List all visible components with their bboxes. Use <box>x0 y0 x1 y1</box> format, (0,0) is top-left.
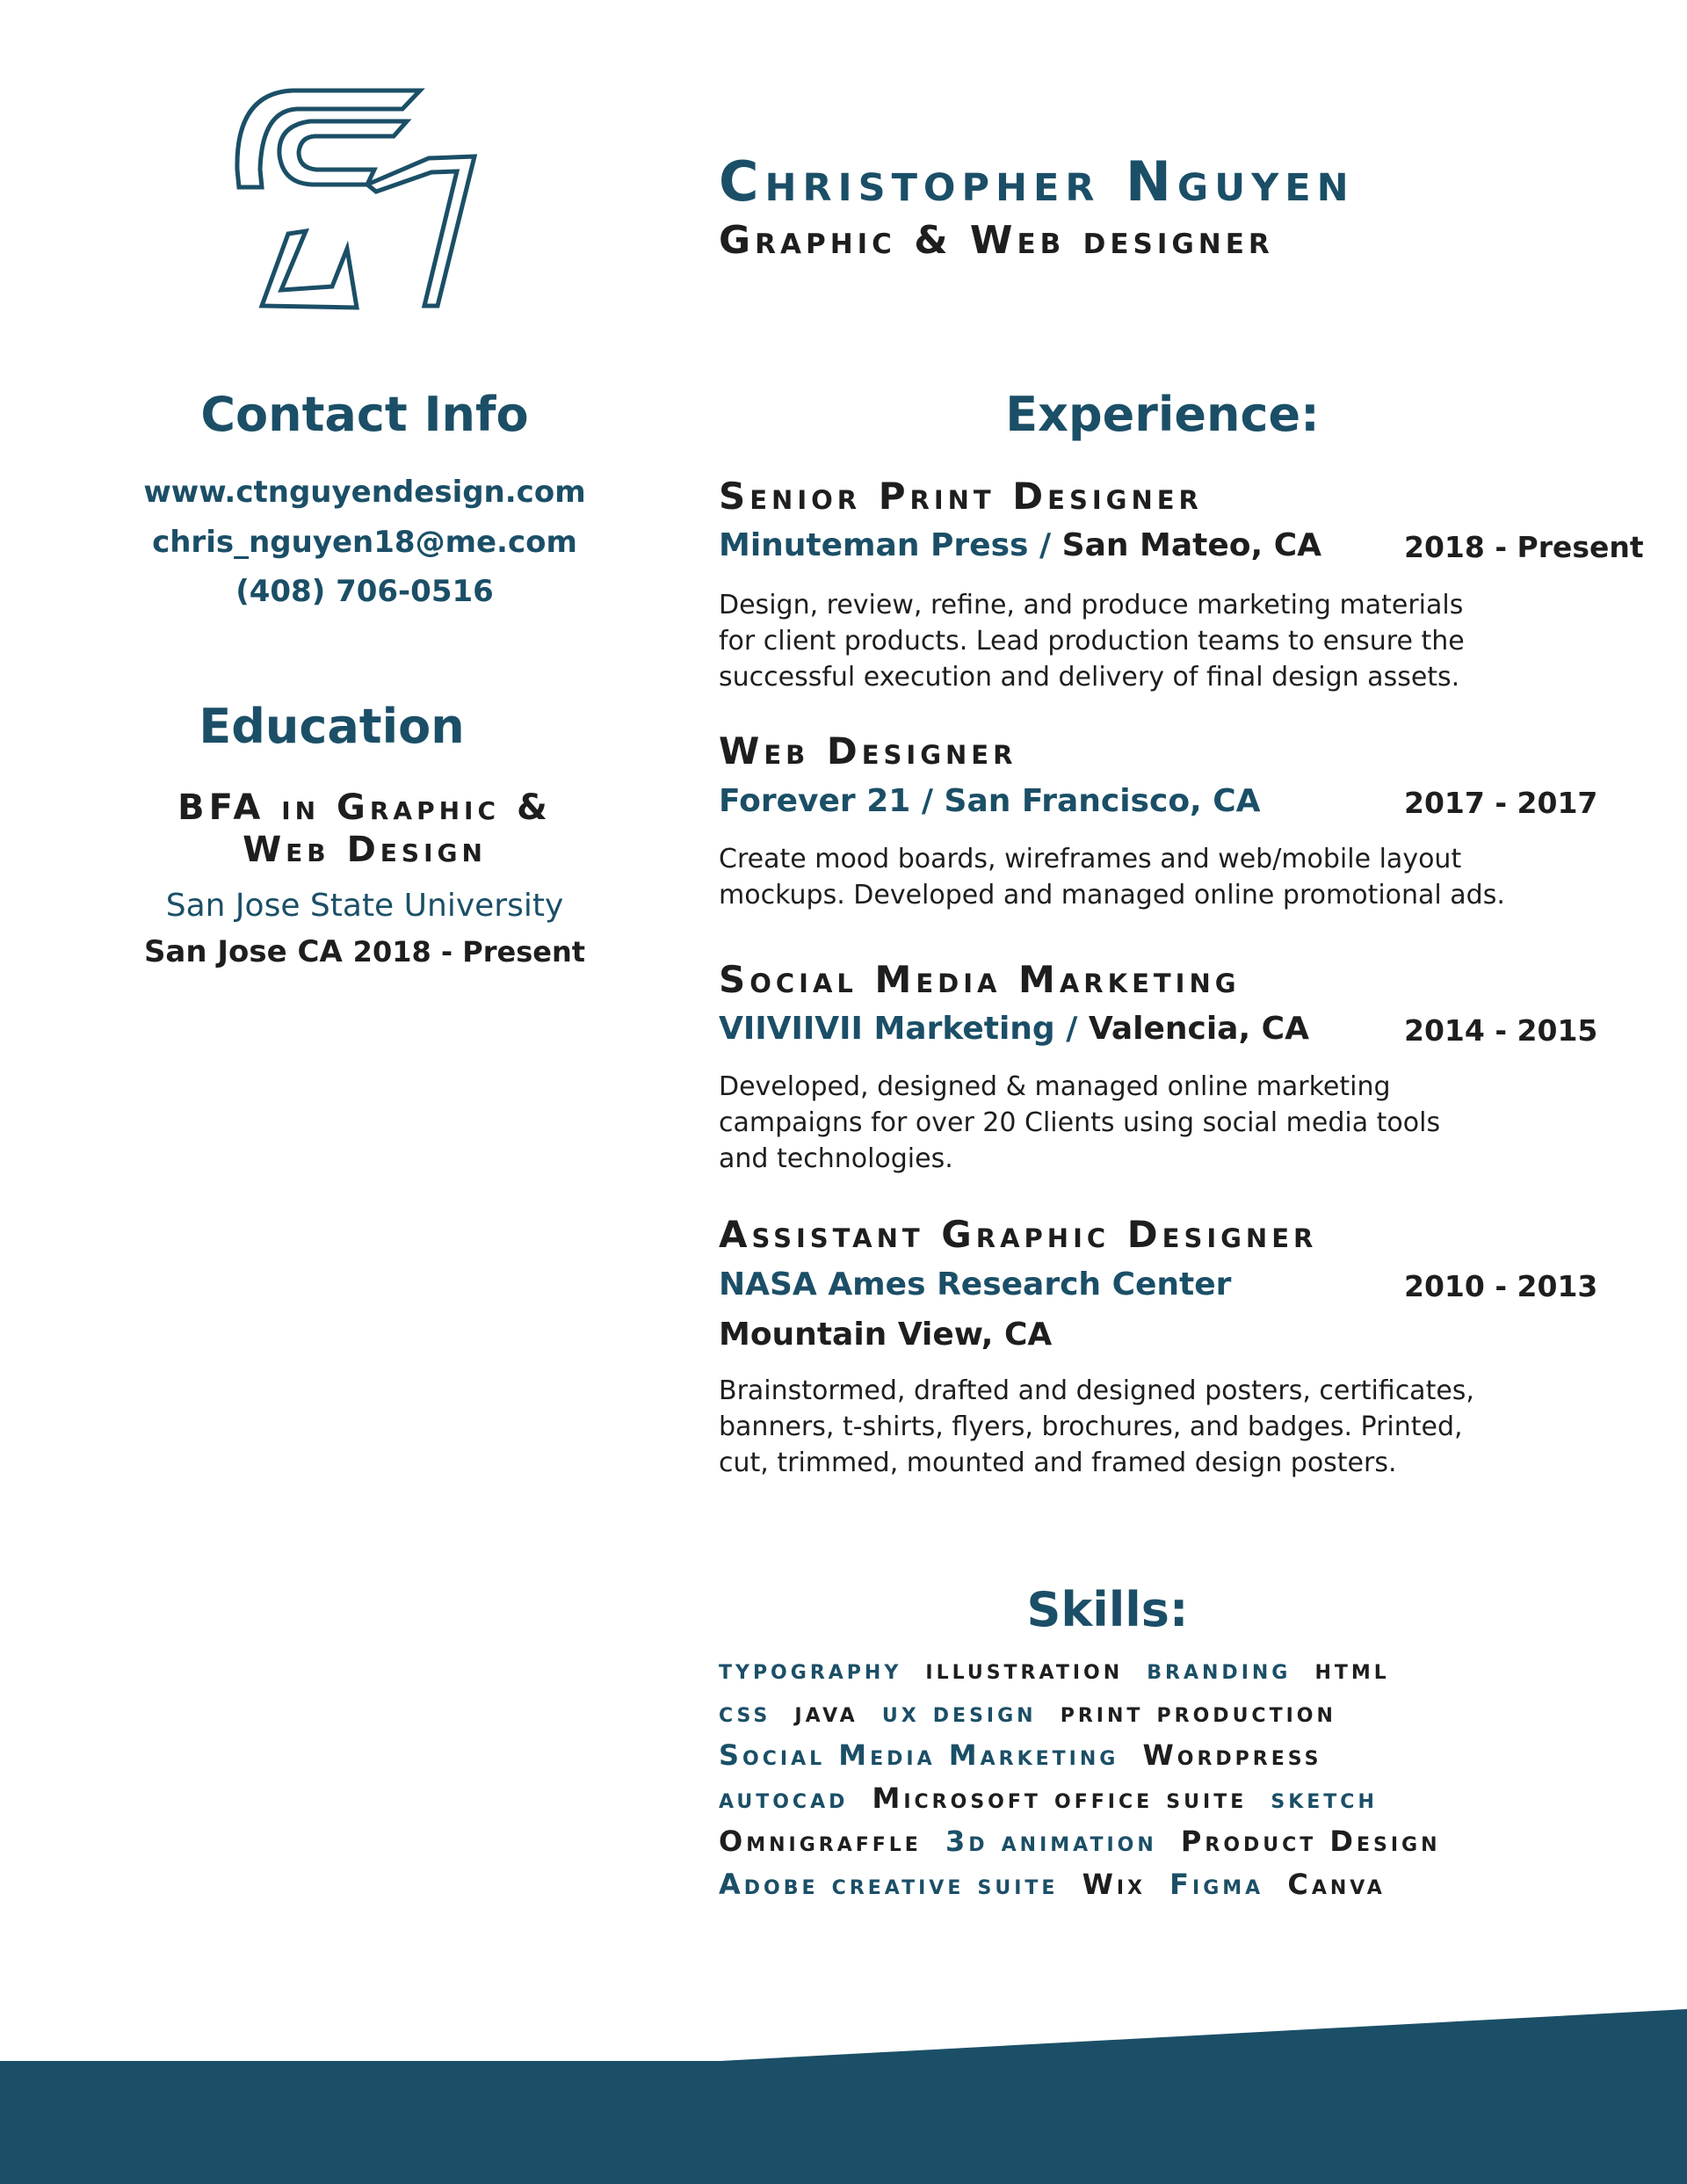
skills-row <box>719 1738 1650 1781</box>
skills-row <box>719 1652 1650 1695</box>
skill-tag: html <box>1314 1652 1390 1686</box>
desc-line: for client products. Lead production teams to ensure the <box>719 626 1465 657</box>
job-location: Mountain View, CA <box>719 1317 1053 1353</box>
desc-line: banners, t-shirts, flyers, brochures, and badges. Printed, <box>719 1411 1463 1442</box>
skill-tag: Canva <box>1287 1868 1386 1901</box>
school-city: San Jose CA <box>143 934 343 969</box>
desc-line: Brainstormed, drafted and designed posters, certificates, <box>719 1375 1474 1406</box>
degree <box>88 787 641 871</box>
skill-tag: Wix <box>1082 1868 1147 1901</box>
job-dates: 2014 - 2015 <box>1404 1013 1598 1048</box>
candidate-role: Graphic & Web designer <box>719 218 1274 263</box>
job-location: San Mateo, CA <box>1061 527 1322 563</box>
job-dates: 2010 - 2013 <box>1404 1269 1598 1303</box>
job-title: Senior Print Designer <box>719 475 1203 518</box>
email-link[interactable]: chris_nguyen18@me.com <box>152 525 577 560</box>
skill-tag: Wordpress <box>1142 1738 1322 1772</box>
job-company <box>719 1266 1231 1302</box>
education-heading: Education <box>199 699 465 754</box>
job-description <box>719 1373 1606 1481</box>
skill-tag: branding <box>1147 1652 1292 1686</box>
skill-tag: 3d animation <box>945 1825 1157 1858</box>
skill-tag: autocad <box>719 1781 849 1815</box>
skill-tag: Product Design <box>1180 1825 1441 1858</box>
skills-heading: Skills: <box>1026 1582 1189 1637</box>
phone-number[interactable]: (408) 706-0516 <box>235 574 494 609</box>
company-name: NASA Ames Research Center <box>719 1266 1232 1302</box>
job-description <box>719 841 1606 913</box>
candidate-name: Christopher Nguyen <box>719 149 1355 214</box>
desc-line: successful execution and delivery of final design assets. <box>719 662 1460 693</box>
skill-tag: illustration <box>925 1652 1124 1686</box>
skill-tag: Omnigraffle <box>719 1825 922 1858</box>
skill-tag: Microsoft office suite <box>872 1781 1248 1815</box>
skills-row <box>719 1781 1650 1825</box>
cn-monogram-logo-icon <box>227 86 481 310</box>
skill-tag: java <box>794 1695 858 1729</box>
job-dates: 2017 - 2017 <box>1404 786 1598 820</box>
skills-list <box>719 1652 1650 1911</box>
job-title: Assistant Graphic Designer <box>719 1213 1318 1256</box>
job-company <box>719 1011 1309 1047</box>
job-dates: 2018 - Present <box>1404 530 1644 564</box>
job-title: Social Media Marketing <box>719 958 1241 1001</box>
desc-line: campaigns for over 20 Clients using social media tools <box>719 1107 1441 1138</box>
job-description <box>719 1069 1606 1177</box>
skill-tag: css <box>719 1695 771 1729</box>
job-title: Web Designer <box>719 729 1017 773</box>
job-description <box>719 587 1606 695</box>
desc-line: Create mood boards, wireframes and web/mobile layout <box>719 844 1462 874</box>
skills-row <box>719 1695 1650 1738</box>
footer-band <box>0 2004 1687 2184</box>
desc-line: Design, review, refine, and produce marketing materials <box>719 590 1464 620</box>
website-link[interactable]: www.ctnguyendesign.com <box>143 475 586 510</box>
desc-line: and technologies. <box>719 1143 953 1174</box>
skills-row <box>719 1868 1650 1911</box>
school-dates: 2018 - Present <box>352 935 586 969</box>
school-location <box>88 934 641 969</box>
skill-tag: Figma <box>1169 1868 1264 1901</box>
degree-line-2: Web Design <box>243 830 487 870</box>
degree-line-1: BFA in Graphic & <box>177 787 552 828</box>
skill-tag: print production <box>1060 1695 1336 1729</box>
company-name: Minuteman Press / <box>719 527 1052 563</box>
job-location: Valencia, CA <box>1088 1011 1309 1047</box>
skill-tag: sketch <box>1271 1781 1378 1815</box>
skill-tag: typography <box>719 1652 902 1686</box>
skills-row <box>719 1825 1650 1868</box>
skill-tag: Social Media Marketing <box>719 1738 1119 1772</box>
skill-tag: Adobe creative suite <box>719 1868 1059 1901</box>
company-name: Forever 21 / San Francisco, CA <box>719 783 1261 819</box>
company-name: VIIVIIVII Marketing / <box>719 1011 1078 1047</box>
job-company <box>719 783 1261 819</box>
skill-tag: ux design <box>881 1695 1037 1729</box>
desc-line: mockups. Developed and managed online promotional ads. <box>719 880 1505 911</box>
job-company <box>719 527 1321 563</box>
contact-heading: Contact Info <box>200 387 529 442</box>
desc-line: Developed, designed & managed online marketing <box>719 1071 1391 1102</box>
school-name: San Jose State University <box>165 888 564 924</box>
experience-heading: Experience: <box>1005 387 1320 442</box>
job-location-line <box>719 1317 1052 1353</box>
desc-line: cut, trimmed, mounted and framed design posters. <box>719 1448 1397 1478</box>
